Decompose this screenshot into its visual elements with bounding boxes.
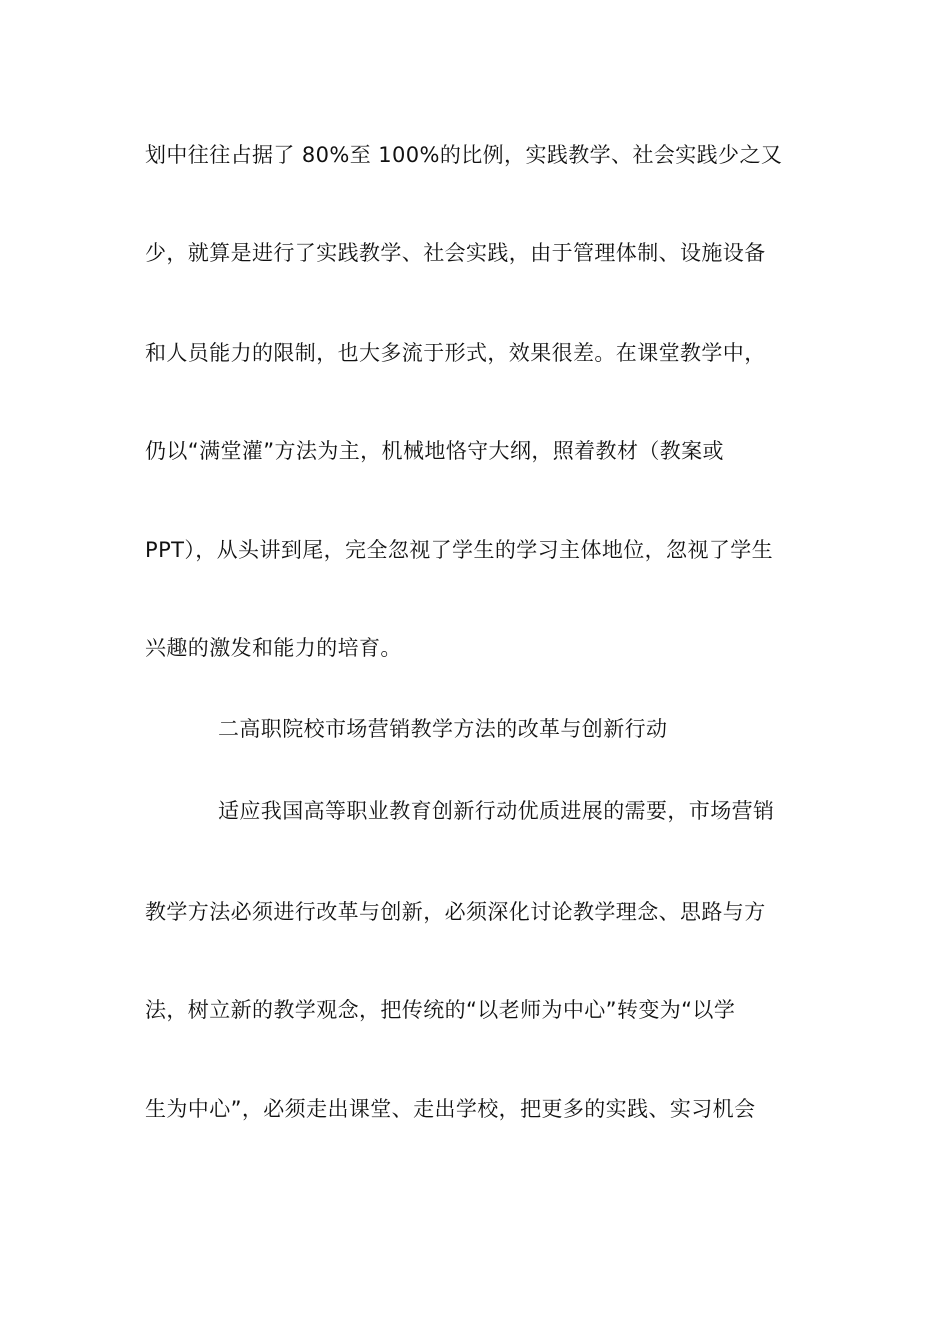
paragraph-1-line-4: 仍以“满堂灌”方法为主，机械地恪守大纲，照着教材（教案或: [145, 439, 724, 463]
paragraph-2-line-2: 教学方法必须进行改革与创新，必须深化讨论教学理念、思路与方: [145, 900, 766, 924]
paragraph-2-line-4: 生为中心”，必须走出课堂、走出学校，把更多的实践、实习机会: [145, 1097, 756, 1121]
paragraph-1-line-5: PPT），从头讲到尾，完全忽视了学生的学习主体地位，忽视了学生: [145, 538, 774, 562]
paragraph-1-line-3: 和人员能力的限制，也大多流于形式，效果很差。在课堂教学中，: [145, 341, 766, 365]
paragraph-1-line-6: 兴趣的激发和能力的培育。: [145, 636, 402, 660]
section-heading: 二高职院校市场营销教学方法的改革与创新行动: [218, 717, 668, 741]
paragraph-2-line-1: 适应我国高等职业教育创新行动优质进展的需要，市场营销: [218, 799, 775, 823]
paragraph-1-line-2: 少，就算是进行了实践教学、社会实践，由于管理体制、设施设备: [145, 241, 766, 265]
paragraph-1-line-1: 划中往往占据了 80%至 100%的比例，实践教学、社会实践少之又: [145, 143, 783, 167]
paragraph-2-line-3: 法，树立新的教学观念，把传统的“以老师为中心”转变为“以学: [145, 998, 736, 1022]
